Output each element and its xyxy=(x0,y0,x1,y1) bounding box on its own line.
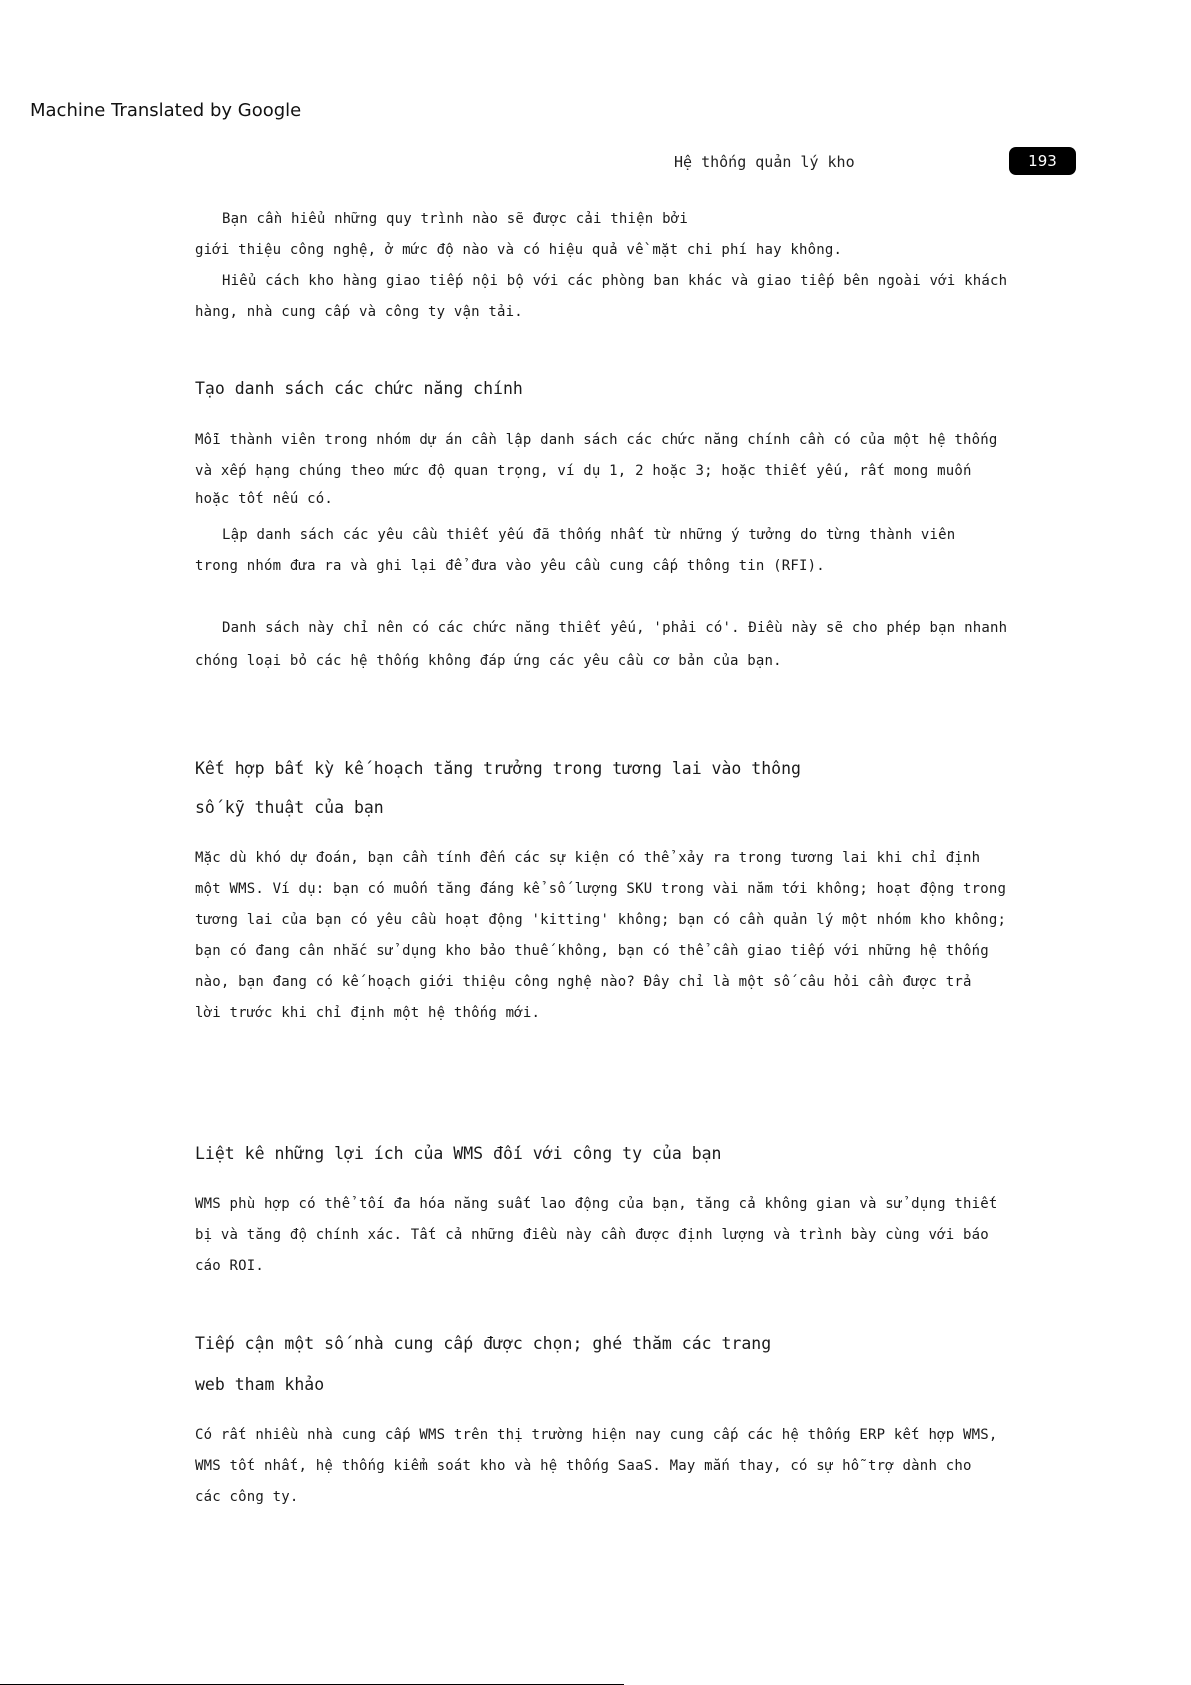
paragraph-line: lời trước khi chỉ định một hệ thống mới. xyxy=(195,1005,541,1021)
paragraph-line: Có rất nhiều nhà cung cấp WMS trên thị trường hiện nay cung cấp các hệ thống ERP kết hợp WMS, xyxy=(195,1427,998,1443)
paragraph-line: một WMS. Ví dụ: bạn có muốn tăng đáng kể số lượng SKU trong vài năm tới không; hoạt động trong xyxy=(195,881,1007,897)
paragraph-line: nào, bạn đang có kế hoạch giới thiệu công nghệ nào? Đây chỉ là một số câu hỏi cần được trả xyxy=(195,974,972,990)
paragraph-line: tương lai của bạn có yêu cầu hoạt động 'kitting' không; bạn có cần quản lý một nhóm kho không; xyxy=(195,912,1007,928)
paragraph-line: và xếp hạng chúng theo mức độ quan trọng, ví dụ 1, 2 hoặc 3; hoặc thiết yếu, rất mong muốn xyxy=(195,463,972,479)
paragraph-line: Mỗi thành viên trong nhóm dự án cần lập danh sách các chức năng chính cần có của một hệ thống xyxy=(195,432,998,448)
section-heading: Tạo danh sách các chức năng chính xyxy=(195,379,523,398)
section-heading: Kết hợp bất kỳ kế hoạch tăng trưởng trong tương lai vào thông xyxy=(195,759,801,778)
machine-translation-banner: Machine Translated by Google xyxy=(30,100,302,121)
paragraph-line: hoặc tốt nếu có. xyxy=(195,491,334,507)
paragraph-line: trong nhóm đưa ra và ghi lại để đưa vào yêu cầu cung cấp thông tin (RFI). xyxy=(195,558,825,574)
section-heading: số kỹ thuật của bạn xyxy=(195,798,384,817)
paragraph-line: bị và tăng độ chính xác. Tất cả những điều này cần được định lượng và trình bày cùng với báo xyxy=(195,1227,989,1243)
paragraph-line: chóng loại bỏ các hệ thống không đáp ứng các yêu cầu cơ bản của bạn. xyxy=(195,653,782,669)
paragraph-line: hàng, nhà cung cấp và công ty vận tải. xyxy=(195,304,523,320)
paragraph-line: Lập danh sách các yêu cầu thiết yếu đã thống nhất từ những ý tưởng do từng thành viên xyxy=(222,527,956,543)
paragraph-line: các công ty. xyxy=(195,1489,299,1505)
section-heading: web tham khảo xyxy=(195,1375,325,1394)
paragraph-line: Hiểu cách kho hàng giao tiếp nội bộ với các phòng ban khác và giao tiếp bên ngoài với khách xyxy=(222,273,1008,289)
paragraph-line: Danh sách này chỉ nên có các chức năng thiết yếu, 'phải có'. Điều này sẽ cho phép bạn nhanh xyxy=(222,620,1008,636)
paragraph-line: bạn có đang cân nhắc sử dụng kho bảo thuế không, bạn có thể cần giao tiếp với những hệ thống xyxy=(195,943,989,959)
paragraph-line: Mặc dù khó dự đoán, bạn cần tính đến các sự kiện có thể xảy ra trong tương lai khi chỉ định xyxy=(195,850,981,866)
page-number-badge: 193 xyxy=(1009,147,1076,175)
paragraph-line: giới thiệu công nghệ, ở mức độ nào và có hiệu quả về mặt chi phí hay không. xyxy=(195,242,843,258)
paragraph-line: WMS phù hợp có thể tối đa hóa năng suất lao động của bạn, tăng cả không gian và sử dụng thiết xyxy=(195,1196,998,1212)
running-head: Hệ thống quản lý kho xyxy=(674,153,855,171)
section-heading: Tiếp cận một số nhà cung cấp được chọn; ghé thăm các trang xyxy=(195,1334,772,1353)
paragraph-line: cáo ROI. xyxy=(195,1258,265,1274)
paragraph-line: WMS tốt nhất, hệ thống kiểm soát kho và hệ thống SaaS. May mắn thay, có sự hỗ trợ dành cho xyxy=(195,1458,972,1474)
paragraph-line: Bạn cần hiểu những quy trình nào sẽ được cải thiện bởi xyxy=(222,211,688,227)
section-heading: Liệt kê những lợi ích của WMS đối với công ty của bạn xyxy=(195,1144,722,1163)
